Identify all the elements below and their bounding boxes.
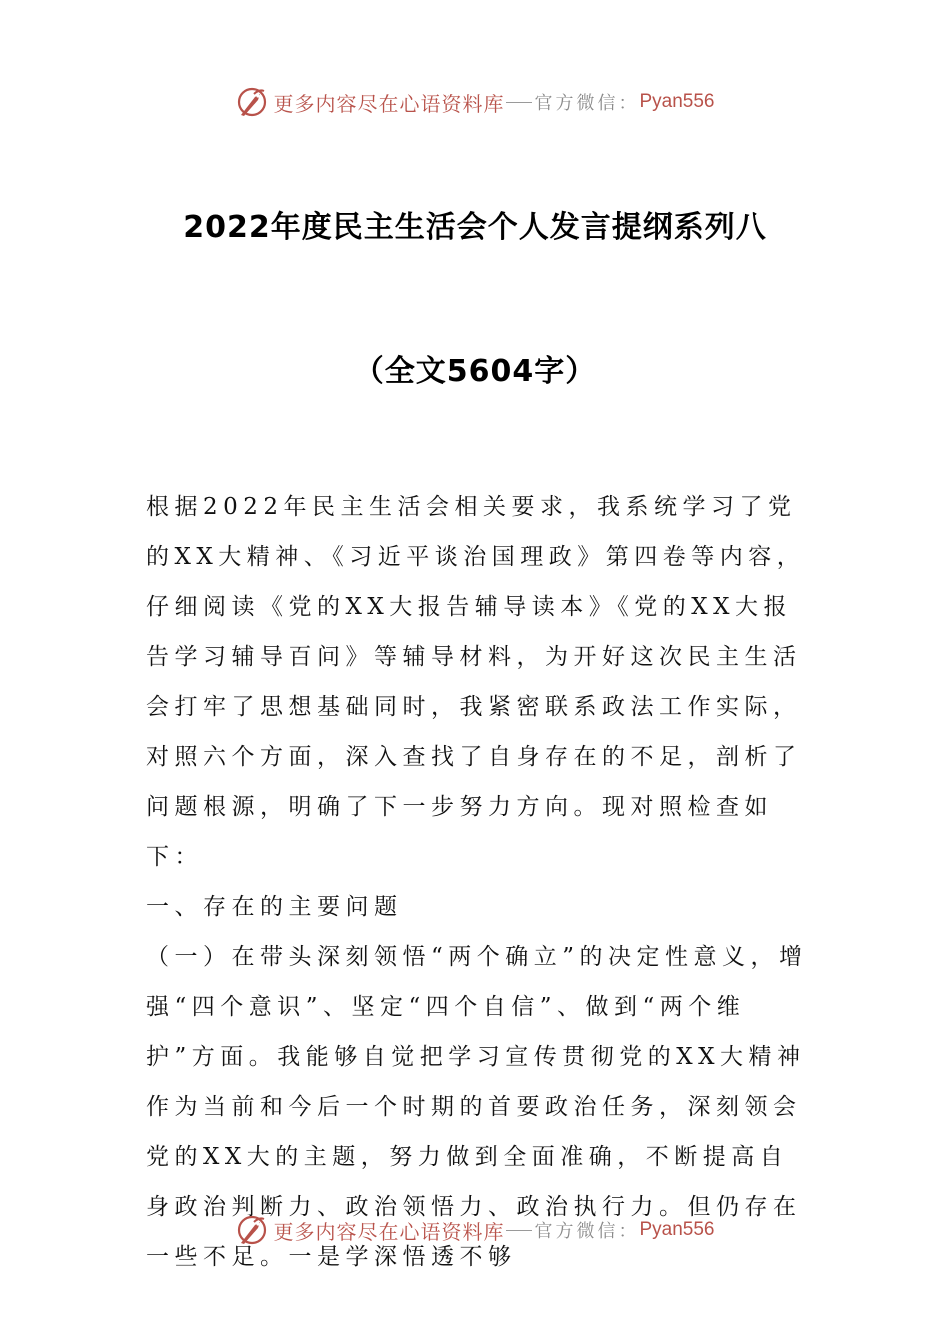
banner-wechat-id: Pyan556 [639, 1219, 715, 1240]
pen-nib-logo-icon [235, 1213, 269, 1247]
header-banner [0, 82, 950, 122]
section-heading: 一、存在的主要问题 [146, 894, 403, 920]
document-title: 2022年度民主生活会个人发言提纲系列八 [183, 210, 767, 245]
document-subtitle: （全文5604字） [353, 354, 597, 389]
paragraph-intro: 根据2022年民主生活会相关要求，我系统学习了党的XX大精神、《习近平谈治国理政》第四卷等内容，仔细阅读《党的XX大报告辅导读本》《党的XX大报告学习辅导百问》等辅导材料，为开好这次民主生活会打牢了思想基础同时，我紧密联系政法工作实际，对照六个方面，深入查找了自身存在的不足，剖析了问题根源，明确了下一步努力方向。现对照检查如下： [146, 494, 806, 870]
pen-nib-logo-icon [235, 85, 269, 119]
banner-divider [506, 102, 532, 103]
footer-banner [0, 1210, 950, 1250]
banner-site-text: 更多内容尽在心语资料库 [273, 1219, 505, 1244]
paragraph-section-1: （一）在带头深刻领悟“两个确立”的决定性意义，增强“四个意识”、坚定“四个自信”、做到“两个维护”方面。我能够自觉把学习宣传贯彻党的XX大精神作为当前和今后一个时期的首要政治任务，深刻领会党的XX大的主题，努力做到全面准确，不断提高自身政治判断力、政治领悟力、政治执行力。但仍存在一些不足。一是学深悟透不够 [146, 944, 808, 1270]
banner-wechat-id: Pyan556 [639, 91, 715, 112]
banner-divider [506, 1230, 532, 1231]
banner-wechat-label: 官方微信： [534, 1221, 640, 1242]
banner-site-text: 更多内容尽在心语资料库 [273, 91, 505, 116]
document-body [146, 482, 808, 1282]
banner-wechat-label: 官方微信： [534, 93, 640, 114]
